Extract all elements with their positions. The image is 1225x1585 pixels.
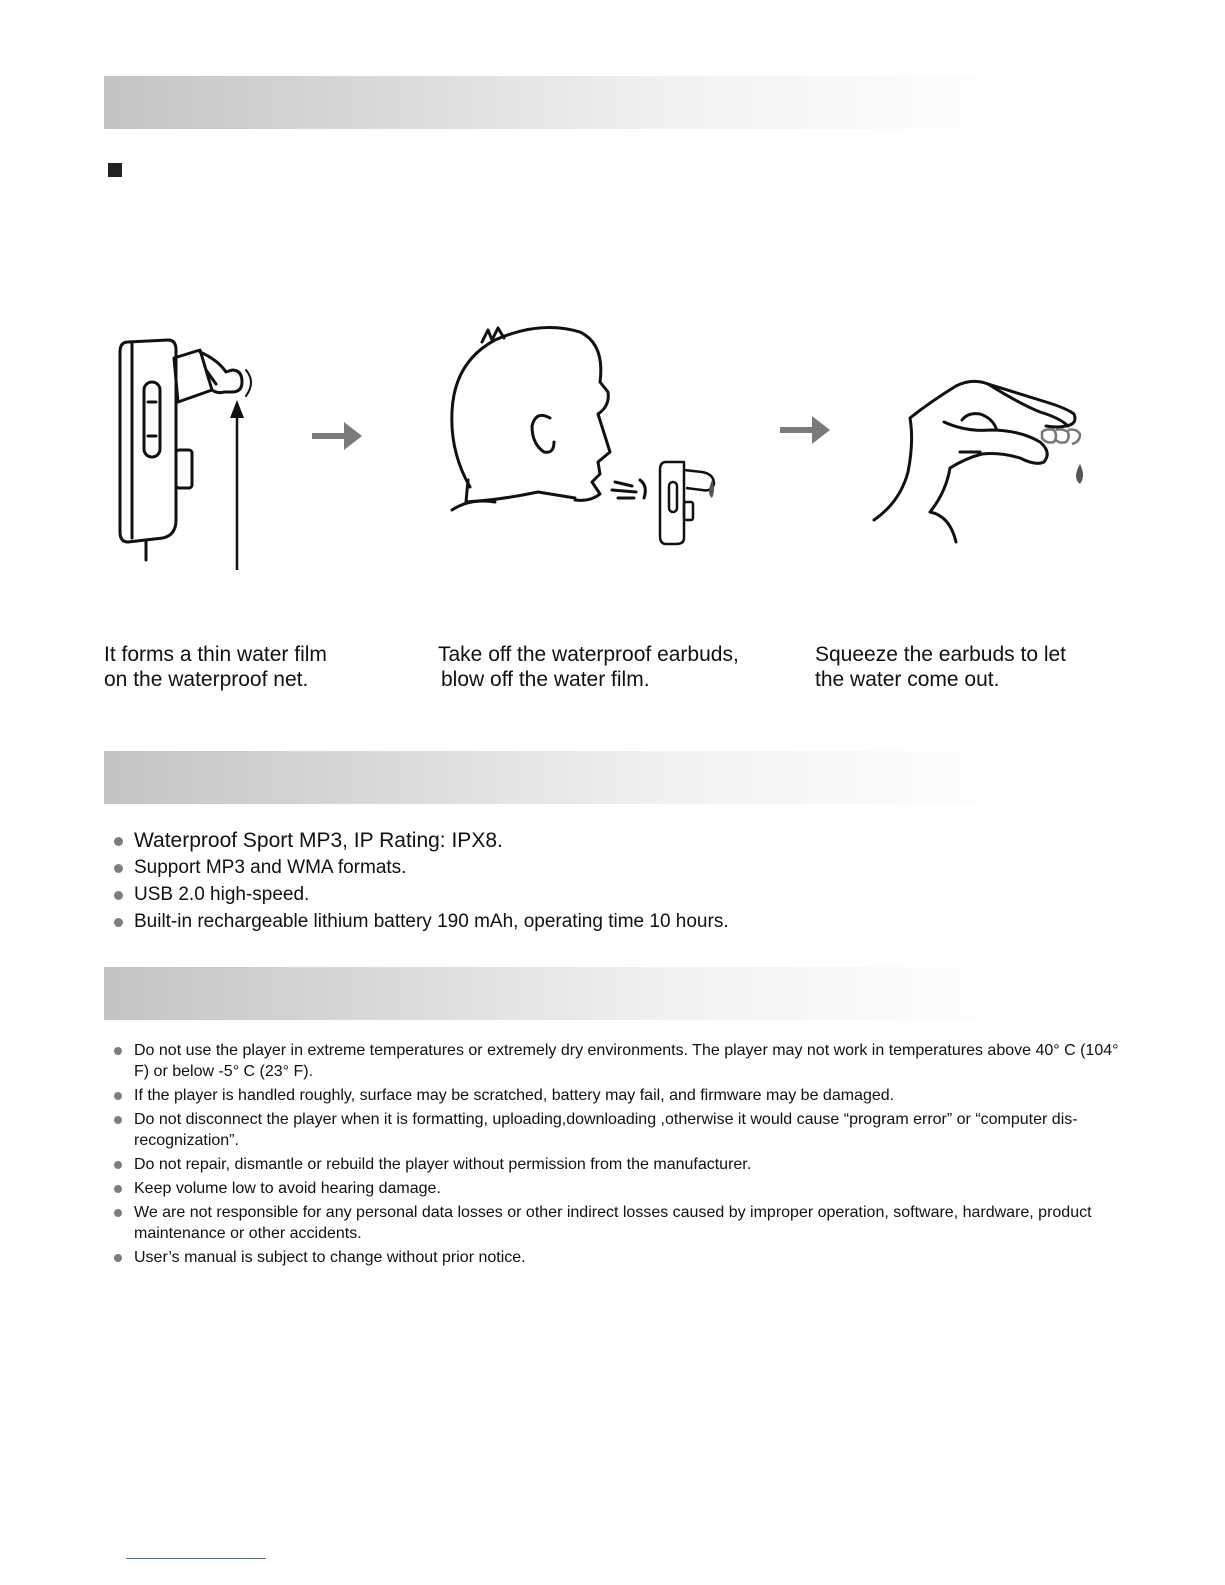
feature-item: USB 2.0 high-speed. bbox=[112, 881, 729, 908]
hand-squeeze-illustration bbox=[870, 372, 1100, 547]
cautions-list bbox=[112, 1040, 1122, 1271]
caution-item: We are not responsible for any personal data losses or other indirect losses caused by improper operation, software, hardware, product maintenance or other accidents. bbox=[112, 1202, 1122, 1244]
head-blowing-illustration bbox=[440, 322, 740, 547]
caution-item: Do not use the player in extreme temperatures or extremely dry environments. The player may not work in temperatures above 40° C (104° F) or below -5° C (23° F). bbox=[112, 1040, 1122, 1082]
caution-item: User’s manual is subject to change without prior notice. bbox=[112, 1247, 1122, 1268]
step-caption-1: It forms a thin water film on the waterproof net. bbox=[104, 643, 327, 691]
section-header-band-2 bbox=[104, 751, 1064, 804]
feature-item: Waterproof Sport MP3, IP Rating: IPX8. bbox=[112, 827, 729, 854]
caution-item: Do not repair, dismantle or rebuild the player without permission from the manufacturer. bbox=[112, 1154, 1122, 1175]
feature-item: Built-in rechargeable lithium battery 190 mAh, operating time 10 hours. bbox=[112, 908, 729, 935]
section-header-band-1 bbox=[104, 76, 1064, 129]
square-bullet-icon bbox=[108, 163, 122, 177]
right-arrow-icon bbox=[780, 414, 832, 446]
section-header-band-3 bbox=[104, 967, 1064, 1020]
caution-item: Do not disconnect the player when it is formatting, uploading,downloading ,otherwise it would cause “program error” or “computer dis-recognization”. bbox=[112, 1109, 1122, 1151]
step-caption-3: Squeeze the earbuds to let the water come out. bbox=[815, 643, 1067, 691]
right-arrow-icon bbox=[312, 420, 364, 452]
water-drop-icon bbox=[1076, 464, 1083, 484]
caution-item: If the player is handled roughly, surface may be scratched, battery may fail, and firmware may be damaged. bbox=[112, 1085, 1122, 1106]
features-list bbox=[112, 827, 729, 935]
footer-rule bbox=[126, 1558, 266, 1559]
step-caption-2: Take off the waterproof earbuds, blow off the water film. bbox=[438, 643, 739, 691]
feature-item: Support MP3 and WMA formats. bbox=[112, 854, 729, 881]
player-waterfilm-illustration bbox=[108, 330, 268, 570]
caution-item: Keep volume low to avoid hearing damage. bbox=[112, 1178, 1122, 1199]
